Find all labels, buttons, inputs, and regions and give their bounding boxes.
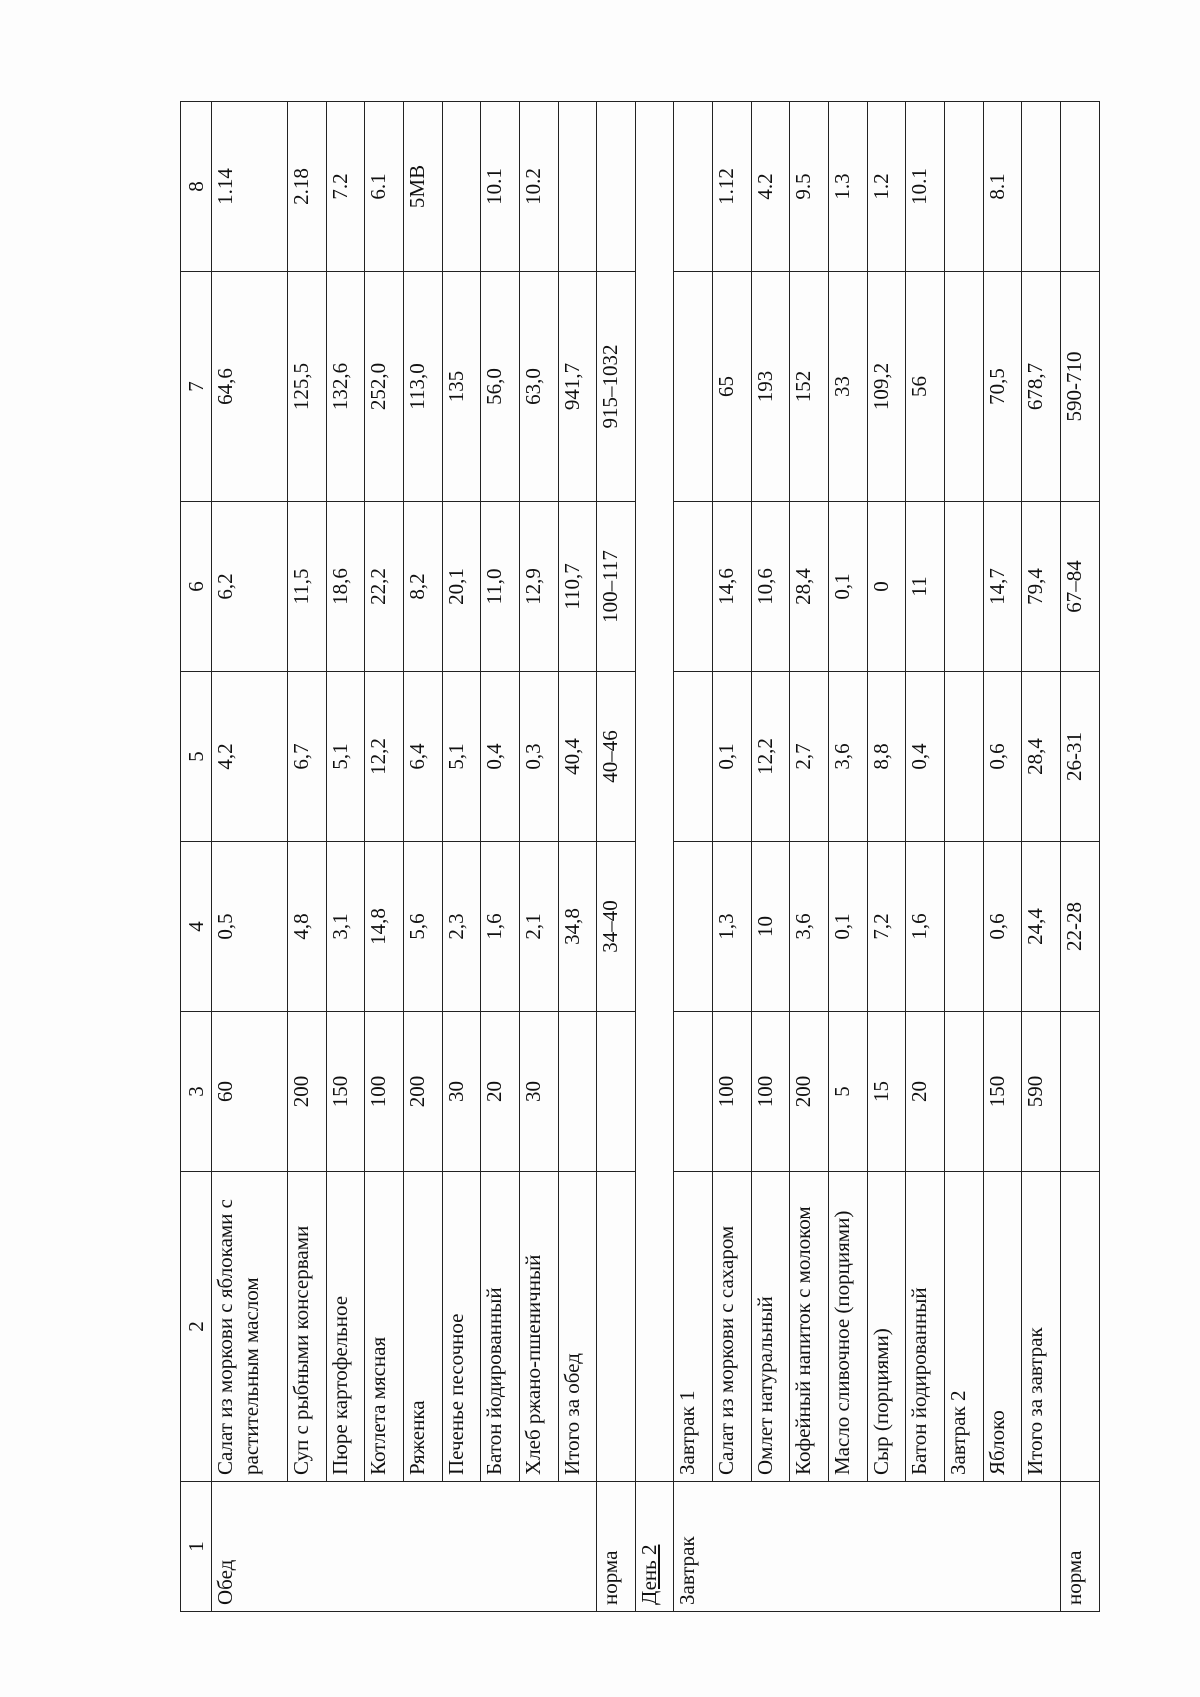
value-c3: 100 <box>713 1012 752 1172</box>
value-c6: 0 <box>867 502 906 672</box>
empty-cell <box>945 1012 984 1172</box>
table-row <box>287 102 326 1612</box>
value-c4: 1,6 <box>906 842 945 1012</box>
value-c3: 20 <box>906 1012 945 1172</box>
empty-cell <box>674 102 713 272</box>
value-c7: 135 <box>442 272 481 502</box>
value-c4: 1,6 <box>481 842 520 1012</box>
col-header-4: 4 <box>181 842 212 1012</box>
value-c5: 5,1 <box>326 672 365 842</box>
dish-name: Батон йодированный <box>481 1172 520 1482</box>
value-c3: 200 <box>287 1012 326 1172</box>
value-c6: 22,2 <box>365 502 404 672</box>
value-c5: 8,8 <box>867 672 906 842</box>
value-c4: 0,1 <box>829 842 868 1012</box>
value-c4: 7,2 <box>867 842 906 1012</box>
value-c7: 56,0 <box>481 272 520 502</box>
empty-cell <box>945 502 984 672</box>
norm-c7: 590-710 <box>1061 272 1100 502</box>
value-c8: 10.1 <box>481 102 520 272</box>
value-c5: 28,4 <box>1022 672 1061 842</box>
value-c7: 193 <box>751 272 790 502</box>
norm-row <box>597 102 636 1612</box>
value-c4: 14,8 <box>365 842 404 1012</box>
value-c5: 40,4 <box>558 672 597 842</box>
dish-name: Суп с рыбными консервами <box>287 1172 326 1482</box>
value-c4: 2,1 <box>519 842 558 1012</box>
table-row <box>751 102 790 1612</box>
value-c8: 1.14 <box>212 102 288 272</box>
table-row <box>326 102 365 1612</box>
dish-name: Сыр (порциями) <box>867 1172 906 1482</box>
value-c4: 10 <box>751 842 790 1012</box>
table-row <box>1022 102 1061 1612</box>
meal-label-zavtrak: Завтрак <box>674 1482 1061 1612</box>
value-c3: 60 <box>212 1012 288 1172</box>
value-c5: 6,4 <box>403 672 442 842</box>
dish-name: Хлеб ржано-пшеничный <box>519 1172 558 1482</box>
value-c5: 0,1 <box>713 672 752 842</box>
col-header-7: 7 <box>181 272 212 502</box>
value-c8 <box>1022 102 1061 272</box>
value-c3: 30 <box>442 1012 481 1172</box>
dish-name: Салат из моркови с сахаром <box>713 1172 752 1482</box>
table-row <box>403 102 442 1612</box>
value-c8: 4.2 <box>751 102 790 272</box>
value-c5: 12,2 <box>751 672 790 842</box>
value-c6: 14,6 <box>713 502 752 672</box>
table-row <box>983 102 1022 1612</box>
value-c3 <box>558 1012 597 1172</box>
empty-cell <box>597 1172 636 1482</box>
empty-cell <box>1061 1172 1100 1482</box>
norm-label: норма <box>597 1482 636 1612</box>
value-c4: 34,8 <box>558 842 597 1012</box>
col-header-8: 8 <box>181 102 212 272</box>
value-c4: 24,4 <box>1022 842 1061 1012</box>
value-c5: 3,6 <box>829 672 868 842</box>
value-c8: 10.1 <box>906 102 945 272</box>
empty-cell <box>674 502 713 672</box>
value-c7: 113,0 <box>403 272 442 502</box>
subsection-label: Завтрак 1 <box>674 1172 713 1482</box>
empty-cell <box>1061 102 1100 272</box>
table-row <box>365 102 404 1612</box>
empty-cell <box>945 842 984 1012</box>
value-c8: 6.1 <box>365 102 404 272</box>
value-c7: 63,0 <box>519 272 558 502</box>
value-c8: 1.3 <box>829 102 868 272</box>
table-row <box>558 102 597 1612</box>
value-c8 <box>442 102 481 272</box>
value-c3: 30 <box>519 1012 558 1172</box>
value-c3: 20 <box>481 1012 520 1172</box>
value-c4: 0,5 <box>212 842 288 1012</box>
empty-cell <box>945 672 984 842</box>
value-c6: 14,7 <box>983 502 1022 672</box>
empty-cell <box>674 272 713 502</box>
dish-name: Салат из моркови с яблоками с растительным маслом <box>212 1172 288 1482</box>
column-number-row <box>181 102 212 1612</box>
norm-c4: 22-28 <box>1061 842 1100 1012</box>
value-c7: 152 <box>790 272 829 502</box>
dish-name: Масло сливочное (порциями) <box>829 1172 868 1482</box>
value-c6: 110,7 <box>558 502 597 672</box>
dish-name: Итого за обед <box>558 1172 597 1482</box>
dish-name: Кофейный напиток с молоком <box>790 1172 829 1482</box>
value-c8: 5МВ <box>403 102 442 272</box>
value-c5: 12,2 <box>365 672 404 842</box>
table-row <box>481 102 520 1612</box>
col-header-3: 3 <box>181 1012 212 1172</box>
dish-name: Пюре картофельное <box>326 1172 365 1482</box>
value-c3: 150 <box>326 1012 365 1172</box>
norm-row <box>1061 102 1100 1612</box>
value-c3: 200 <box>790 1012 829 1172</box>
col-header-1: 1 <box>181 1482 212 1612</box>
value-c5: 0,3 <box>519 672 558 842</box>
table-row <box>442 102 481 1612</box>
value-c8: 8.1 <box>983 102 1022 272</box>
table-row <box>212 102 288 1612</box>
rotated-table-wrapper <box>180 102 1100 1612</box>
value-c3: 150 <box>983 1012 1022 1172</box>
value-c8 <box>558 102 597 272</box>
value-c7: 70,5 <box>983 272 1022 502</box>
value-c7: 941,7 <box>558 272 597 502</box>
menu-nutrition-table <box>180 101 1100 1612</box>
value-c7: 33 <box>829 272 868 502</box>
value-c6: 10,6 <box>751 502 790 672</box>
value-c6: 12,9 <box>519 502 558 672</box>
value-c8: 2.18 <box>287 102 326 272</box>
norm-c6: 100–117 <box>597 502 636 672</box>
value-c5: 2,7 <box>790 672 829 842</box>
value-c6: 8,2 <box>403 502 442 672</box>
subsection-row <box>945 102 984 1612</box>
value-c4: 2,3 <box>442 842 481 1012</box>
empty-cell <box>597 1012 636 1172</box>
table-row <box>906 102 945 1612</box>
table-row <box>867 102 906 1612</box>
value-c8: 7.2 <box>326 102 365 272</box>
col-header-6: 6 <box>181 502 212 672</box>
empty-cell <box>945 102 984 272</box>
col-header-2: 2 <box>181 1172 212 1482</box>
value-c3: 200 <box>403 1012 442 1172</box>
value-c6: 20,1 <box>442 502 481 672</box>
day-row <box>635 102 674 1612</box>
value-c6: 79,4 <box>1022 502 1061 672</box>
empty-cell <box>674 842 713 1012</box>
day-label: День 2 <box>635 1482 674 1612</box>
subsection-label: Завтрак 2 <box>945 1172 984 1482</box>
table-row <box>713 102 752 1612</box>
col-header-5: 5 <box>181 672 212 842</box>
dish-name: Печенье песочное <box>442 1172 481 1482</box>
dish-name: Итого за завтрак <box>1022 1172 1061 1482</box>
empty-cell <box>674 1012 713 1172</box>
value-c6: 11 <box>906 502 945 672</box>
value-c8: 1.2 <box>867 102 906 272</box>
value-c5: 0,4 <box>481 672 520 842</box>
value-c7: 252,0 <box>365 272 404 502</box>
empty-cell <box>674 672 713 842</box>
value-c4: 1,3 <box>713 842 752 1012</box>
value-c4: 3,1 <box>326 842 365 1012</box>
norm-label: норма <box>1061 1482 1100 1612</box>
dish-name: Омлет натуральный <box>751 1172 790 1482</box>
value-c3: 15 <box>867 1012 906 1172</box>
value-c4: 4,8 <box>287 842 326 1012</box>
empty-cell <box>597 102 636 272</box>
norm-c5: 26-31 <box>1061 672 1100 842</box>
value-c6: 11,0 <box>481 502 520 672</box>
value-c5: 4,2 <box>212 672 288 842</box>
value-c7: 64,6 <box>212 272 288 502</box>
value-c4: 3,6 <box>790 842 829 1012</box>
value-c3: 5 <box>829 1012 868 1172</box>
value-c7: 65 <box>713 272 752 502</box>
value-c5: 0,6 <box>983 672 1022 842</box>
dish-name: Котлета мясная <box>365 1172 404 1482</box>
value-c4: 5,6 <box>403 842 442 1012</box>
value-c5: 0,4 <box>906 672 945 842</box>
table-row <box>829 102 868 1612</box>
table-row <box>790 102 829 1612</box>
value-c5: 6,7 <box>287 672 326 842</box>
table-row <box>519 102 558 1612</box>
dish-name: Ряженка <box>403 1172 442 1482</box>
value-c3: 100 <box>751 1012 790 1172</box>
value-c6: 18,6 <box>326 502 365 672</box>
value-c5: 5,1 <box>442 672 481 842</box>
value-c7: 109,2 <box>867 272 906 502</box>
value-c6: 0,1 <box>829 502 868 672</box>
value-c7: 56 <box>906 272 945 502</box>
value-c8: 1.12 <box>713 102 752 272</box>
value-c6: 28,4 <box>790 502 829 672</box>
value-c6: 6,2 <box>212 502 288 672</box>
norm-c4: 34–40 <box>597 842 636 1012</box>
norm-c6: 67–84 <box>1061 502 1100 672</box>
subsection-row <box>674 102 713 1612</box>
value-c4: 0,6 <box>983 842 1022 1012</box>
empty-cell <box>945 272 984 502</box>
norm-c5: 40–46 <box>597 672 636 842</box>
value-c7: 125,5 <box>287 272 326 502</box>
empty-cell <box>1061 1012 1100 1172</box>
dish-name: Батон йодированный <box>906 1172 945 1482</box>
value-c6: 11,5 <box>287 502 326 672</box>
value-c3: 590 <box>1022 1012 1061 1172</box>
value-c7: 132,6 <box>326 272 365 502</box>
separator-cell <box>635 102 674 1482</box>
value-c3: 100 <box>365 1012 404 1172</box>
meal-label-obed: Обед <box>212 1482 597 1612</box>
norm-c7: 915–1032 <box>597 272 636 502</box>
value-c8: 10.2 <box>519 102 558 272</box>
value-c8: 9.5 <box>790 102 829 272</box>
dish-name: Яблоко <box>983 1172 1022 1482</box>
value-c7: 678,7 <box>1022 272 1061 502</box>
